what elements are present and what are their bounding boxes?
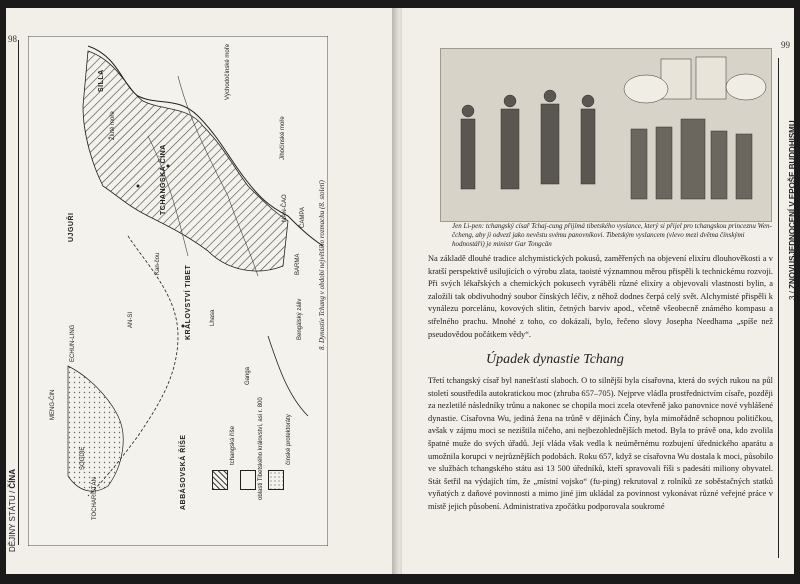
map-label: SILLA [98,69,105,92]
left-running-head-part1: DĚJINY STÁTU / [8,488,17,552]
city-marker [137,185,140,188]
figure-head [462,105,474,117]
right-running-head-part2: ZNOVUSJEDNOCENÍ V EPOŠE BUDDHISMU [788,120,797,289]
map-label: Kan-čou [155,252,161,275]
map-caption: 8. Dynastie Tchang v období největšího rozmachu (8. století) [318,180,326,350]
left-running-head [8,469,17,552]
map-label: MENG-ČIN [50,389,56,420]
figure [656,127,672,199]
left-edge-rule [18,40,19,545]
map-label: NAN-ČAO [282,194,288,222]
map-label: Žluté moře [110,111,116,140]
map-label: AN-SI [128,311,134,328]
painting-figures [441,49,771,221]
figure [631,129,647,199]
legend-label: tchangská říše [230,425,236,465]
figure [581,109,595,184]
emperor-figure [681,119,705,199]
figure [541,104,559,184]
right-running-head [788,120,797,300]
figure [711,131,727,199]
figure-head [504,95,516,107]
map-label: BARMA [295,253,301,275]
banner [696,57,726,99]
map-label: TOCHARISTÁN [92,477,98,520]
map-label: Lhasa [210,309,216,326]
legend-swatch-outline [240,470,256,490]
section-heading: Úpadek dynastie Tchang [486,352,624,367]
body-paragraph: Třetí tchangský císař byl nanešťastí slaboch. O to silnější byla císařovna, která do svých rukou na půl století soustředila autokratickou moc (zhruba 657–705). Nejprve vládla prostřednictvím císaře, později za nezletilé následníky trůnu a nakonec se chopila moci zcela otevřeně jako panovnice nové vyhlášené dynastie. Císařovna Wu, jediná žena na trůně v dějinách Číny, byla mimořádně schopnou političkou, avšak v zájmu moci se nezištila ničeho, ani nejbezohlednějších metod. Byla to právě ona, kdo zvolila špatné muže do svých úřadů. Její vláda však vedla k neúměrnému rozbujení úřednického aparátu a umožnila korupci v nejrůznějších podobách. Roku 657, když se císařovna Wu dostala k moci, působilo ve službách tchangského státu asi 13 500 úředníků, kteří spravovali říši s padesáti miliony obyvatel. Stát šetřil na výdajích tím, že „místní vojsko“ (fu-ping) rekrutoval z rolníků ze soběstačných statků vyňatých z daňové povinnosti a mimo jiné jim ukládal za povinnost vykonávat různé veřejné práce v místě jejich působení. Administrativa zpočátku podporovala soukromé [428,376,773,511]
right-page-number: 99 [781,40,790,50]
map-label: ABBÁSOVSKÁ ŘÍŠE [180,434,187,510]
left-running-head-part2: ČÍNA [8,469,17,489]
figure-head [582,95,594,107]
right-edge-rule [778,58,779,558]
painting-illustration [440,48,772,222]
map-label: TCHANGSKÁ ČÍNA [160,144,167,215]
map-label: Jihočínské moře [280,116,286,160]
photo-caption: Jen Li-pen: tchangský císař Tchaj-cung přijímá tibetského vyslance, který si přijel pro tchangskou princeznu Wen-čcheng, aby ji odvezl jako nevěstu svému panovníkovi. Tibetským vyslancem (vlevo mezi dvěma čínskými hodnostáři) je ministr Gar Tongcän [452,222,772,248]
body-paragraph: Na základě dlouhé tradice alchymistických pokusů, zaměřených na objevení elixíru dlouhověkosti a v kratší perspektivě usilujících o výrobu zlata, taoisté významnou měrou přispěli k technickému rozvoji. Při svých lékařských a chemických pokusech vyráběli různé elixíry a objevovali vlastnosti bylin, a založili tak obdivuhodný soubor čínských léčiv, z něhož dodnes čerpá celý svět. Alchymisté přispěli k vynálezu porcelánu, kovových slitin, četných barviv apod., včetně všeobecně známého kompasu a střelného prachu. Mnohé z toho, co dokázali, bylo, řečeno slovy Josepha Needhama „spíše než pseudovědou počátkem vědy“. [428,254,773,339]
figure [461,119,475,189]
legend-label: oblasti Tibetského království, asi r. 800 [258,397,264,500]
fan [726,74,766,100]
map-label: ČAMPA [300,207,306,228]
map-label: SOGDIE [80,446,86,470]
fan [624,75,668,103]
map-label: ECHUN-LING [70,324,76,362]
map-label: Ganga [245,366,251,385]
map-label: UJGUŘI [68,212,75,242]
left-page-number: 98 [8,34,17,44]
legend-swatch-hatched [212,470,228,490]
map-label: KRÁLOVSTVÍ TIBET [185,264,192,340]
legend-label: čínské protektoráty [286,414,292,465]
right-running-head-part1: 3 / [788,288,797,300]
legend-swatch-dotted [268,470,284,490]
figure [736,134,752,199]
figure [501,109,519,189]
figure-head [544,90,556,102]
map-label: Východočínské moře [225,43,231,100]
map-label: Bengálský záliv [297,298,303,340]
